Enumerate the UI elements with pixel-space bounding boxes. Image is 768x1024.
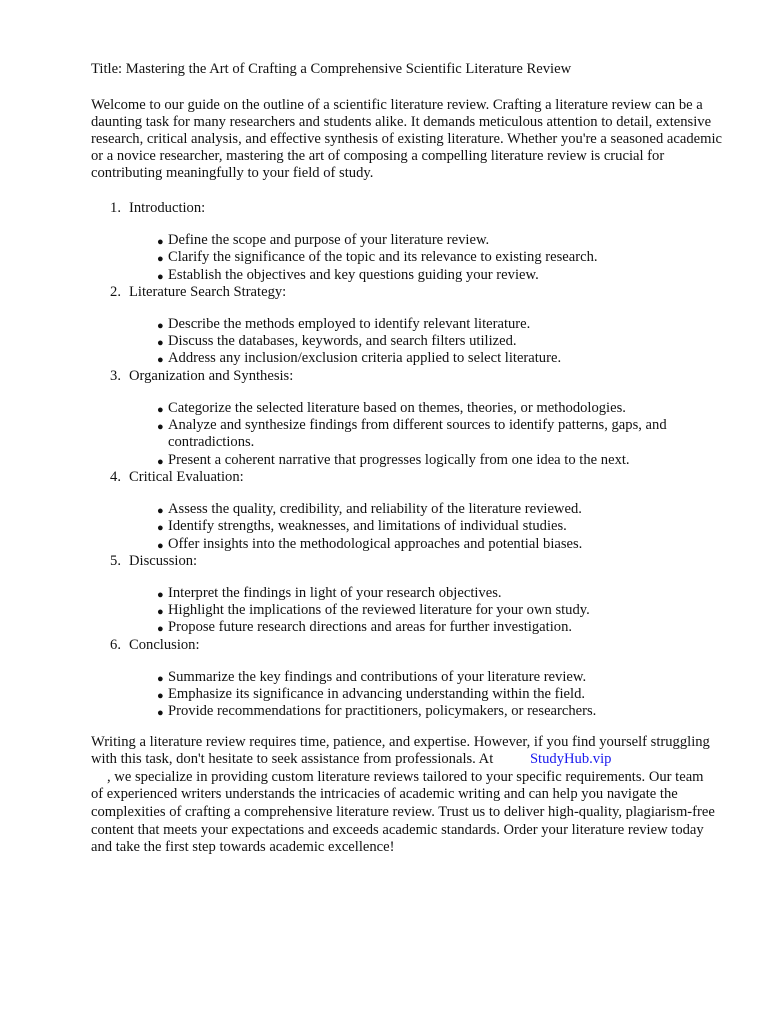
bullet-text: Interpret the findings in light of your research objectives. [168,584,502,601]
outline-section [91,368,731,469]
bullet-dot-icon: ● [157,236,164,248]
bullet-item [91,501,731,518]
bullet-text: Propose future research directions and areas for further investigation. [168,619,573,636]
bullet-dot-icon: ● [157,403,164,416]
bullet-list [91,400,731,469]
bullet-list [91,585,731,637]
bullet-text: Address any inclusion/exclusion criteria applied to select literature. [168,350,562,367]
outline-section [91,200,731,284]
section-number: 1. [110,200,121,216]
bullet-dot-icon: ● [157,588,164,601]
section-heading [91,469,731,486]
bullet-text: Highlight the implications of the reviewed literature for your own study. [168,602,590,619]
section-title: Conclusion: [129,636,200,653]
bullet-text: Establish the objectives and key questions guiding your review. [168,266,539,283]
bullet-dot-icon: ● [157,337,164,350]
outline-section [91,637,731,721]
bullet-item [91,249,731,266]
section-number: 5. [110,552,121,569]
bullet-dot-icon: ● [157,672,164,685]
section-number: 2. [110,283,121,300]
bullet-text: Categorize the selected literature based on themes, theories, or methodologies. [168,399,626,416]
bullet-text: Clarify the significance of the topic and its relevance to existing research. [168,249,598,266]
bullet-dot-icon: ● [157,253,164,266]
section-heading [91,553,731,570]
bullet-item [91,536,731,553]
section-title: Literature Search Strategy: [129,283,287,300]
bullet-item [91,585,731,602]
bullet-list [91,232,731,284]
bullet-text: Describe the methods employed to identify relevant literature. [168,315,531,332]
bullet-dot-icon: ● [157,270,164,283]
bullet-text: Identify strengths, weaknesses, and limitations of individual studies. [168,518,567,535]
bullet-dot-icon: ● [157,623,164,636]
bullet-text: Define the scope and purpose of your literature review. [168,232,490,248]
bullet-item [91,602,731,619]
section-heading [91,637,731,654]
bullet-text: Emphasize its significance in advancing understanding within the field. [168,686,586,703]
bullet-item [91,686,731,703]
section-title: Introduction: [129,200,206,216]
document-page [91,60,731,857]
bullet-dot-icon: ● [157,539,164,552]
section-number: 4. [110,468,121,485]
closing-text-start: Writing a literature review requires time, patience, and expertise. However, if you find yourself struggling with this task, don't hesitate to seek assistance from professionals. At [91,733,710,768]
bullet-item [91,703,731,720]
outline-section [91,284,731,368]
bullet-item [91,316,731,333]
section-title: Critical Evaluation: [129,468,244,485]
bullet-dot-icon: ● [157,707,164,720]
studyhub-link[interactable]: StudyHub.vip [529,751,612,768]
outline-section [91,469,731,553]
bullet-dot-icon: ● [157,522,164,535]
bullet-dot-icon: ● [157,319,164,332]
bullet-item [91,518,731,535]
bullet-text: Offer insights into the methodological approaches and potential biases. [168,535,583,552]
section-heading [91,284,731,301]
section-number: 3. [110,367,121,384]
closing-paragraph [91,734,719,857]
bullet-text: Present a coherent narrative that progresses logically from one idea to the next. [168,451,630,468]
bullet-text: Analyze and synthesize findings from different sources to identify patterns, gaps, and contradictions. [168,417,667,451]
intro-paragraph: Welcome to our guide on the outline of a scientific literature review. Crafting a literature review can be a daunting task for many researchers and students alike. It demands meticulous attention to detail, extensive research, critical analysis, and effective synthesis of existing literature. Whether you're a seasoned academic or a novice researcher, mastering the art of composing a compelling literature review is crucial for contributing meaningfully to your field of study. [91,97,722,181]
bullet-dot-icon: ● [157,690,164,703]
bullet-item [91,417,731,452]
bullet-text: Discuss the databases, keywords, and search filters utilized. [168,333,517,350]
bullet-text: Provide recommendations for practitioners, policymakers, or researchers. [168,703,597,720]
outline-section [91,553,731,637]
bullet-dot-icon: ● [157,504,164,517]
bullet-list [91,669,731,721]
section-number: 6. [110,636,121,653]
section-heading [91,368,731,385]
bullet-list [91,316,731,368]
bullet-dot-icon: ● [157,455,164,468]
bullet-item [91,267,731,284]
bullet-item [91,333,731,350]
section-title: Discussion: [129,552,198,569]
bullet-item [91,452,731,469]
bullet-dot-icon: ● [157,354,164,367]
section-heading [91,200,731,217]
bullet-dot-icon: ● [157,606,164,619]
section-title: Organization and Synthesis: [129,367,294,384]
bullet-item [91,669,731,686]
bullet-dot-icon: ● [157,421,164,434]
outline-list [91,200,731,721]
bullet-list [91,501,731,553]
bullet-item [91,400,731,417]
bullet-item [91,619,731,636]
bullet-text: Summarize the key findings and contributions of your literature review. [168,668,587,685]
bullet-text: Assess the quality, credibility, and reliability of the literature reviewed. [168,500,582,517]
bullet-item [91,350,731,367]
document-title: Title: Mastering the Art of Crafting a Comprehensive Scientific Literature Review [91,61,572,77]
bullet-item [91,232,731,249]
closing-text-end: , we specialize in providing custom literature reviews tailored to your specific requirements. Our team of experienced writers understands the intricacies of academic writing and can help you navigate the complexities of crafting a comprehensive literature review. Trust us to deliver high-quality, plagiarism-free content that meets your expectations and exceeds academic standards. Order your literature review today and take the first step towards academic excellence! [91,768,715,856]
